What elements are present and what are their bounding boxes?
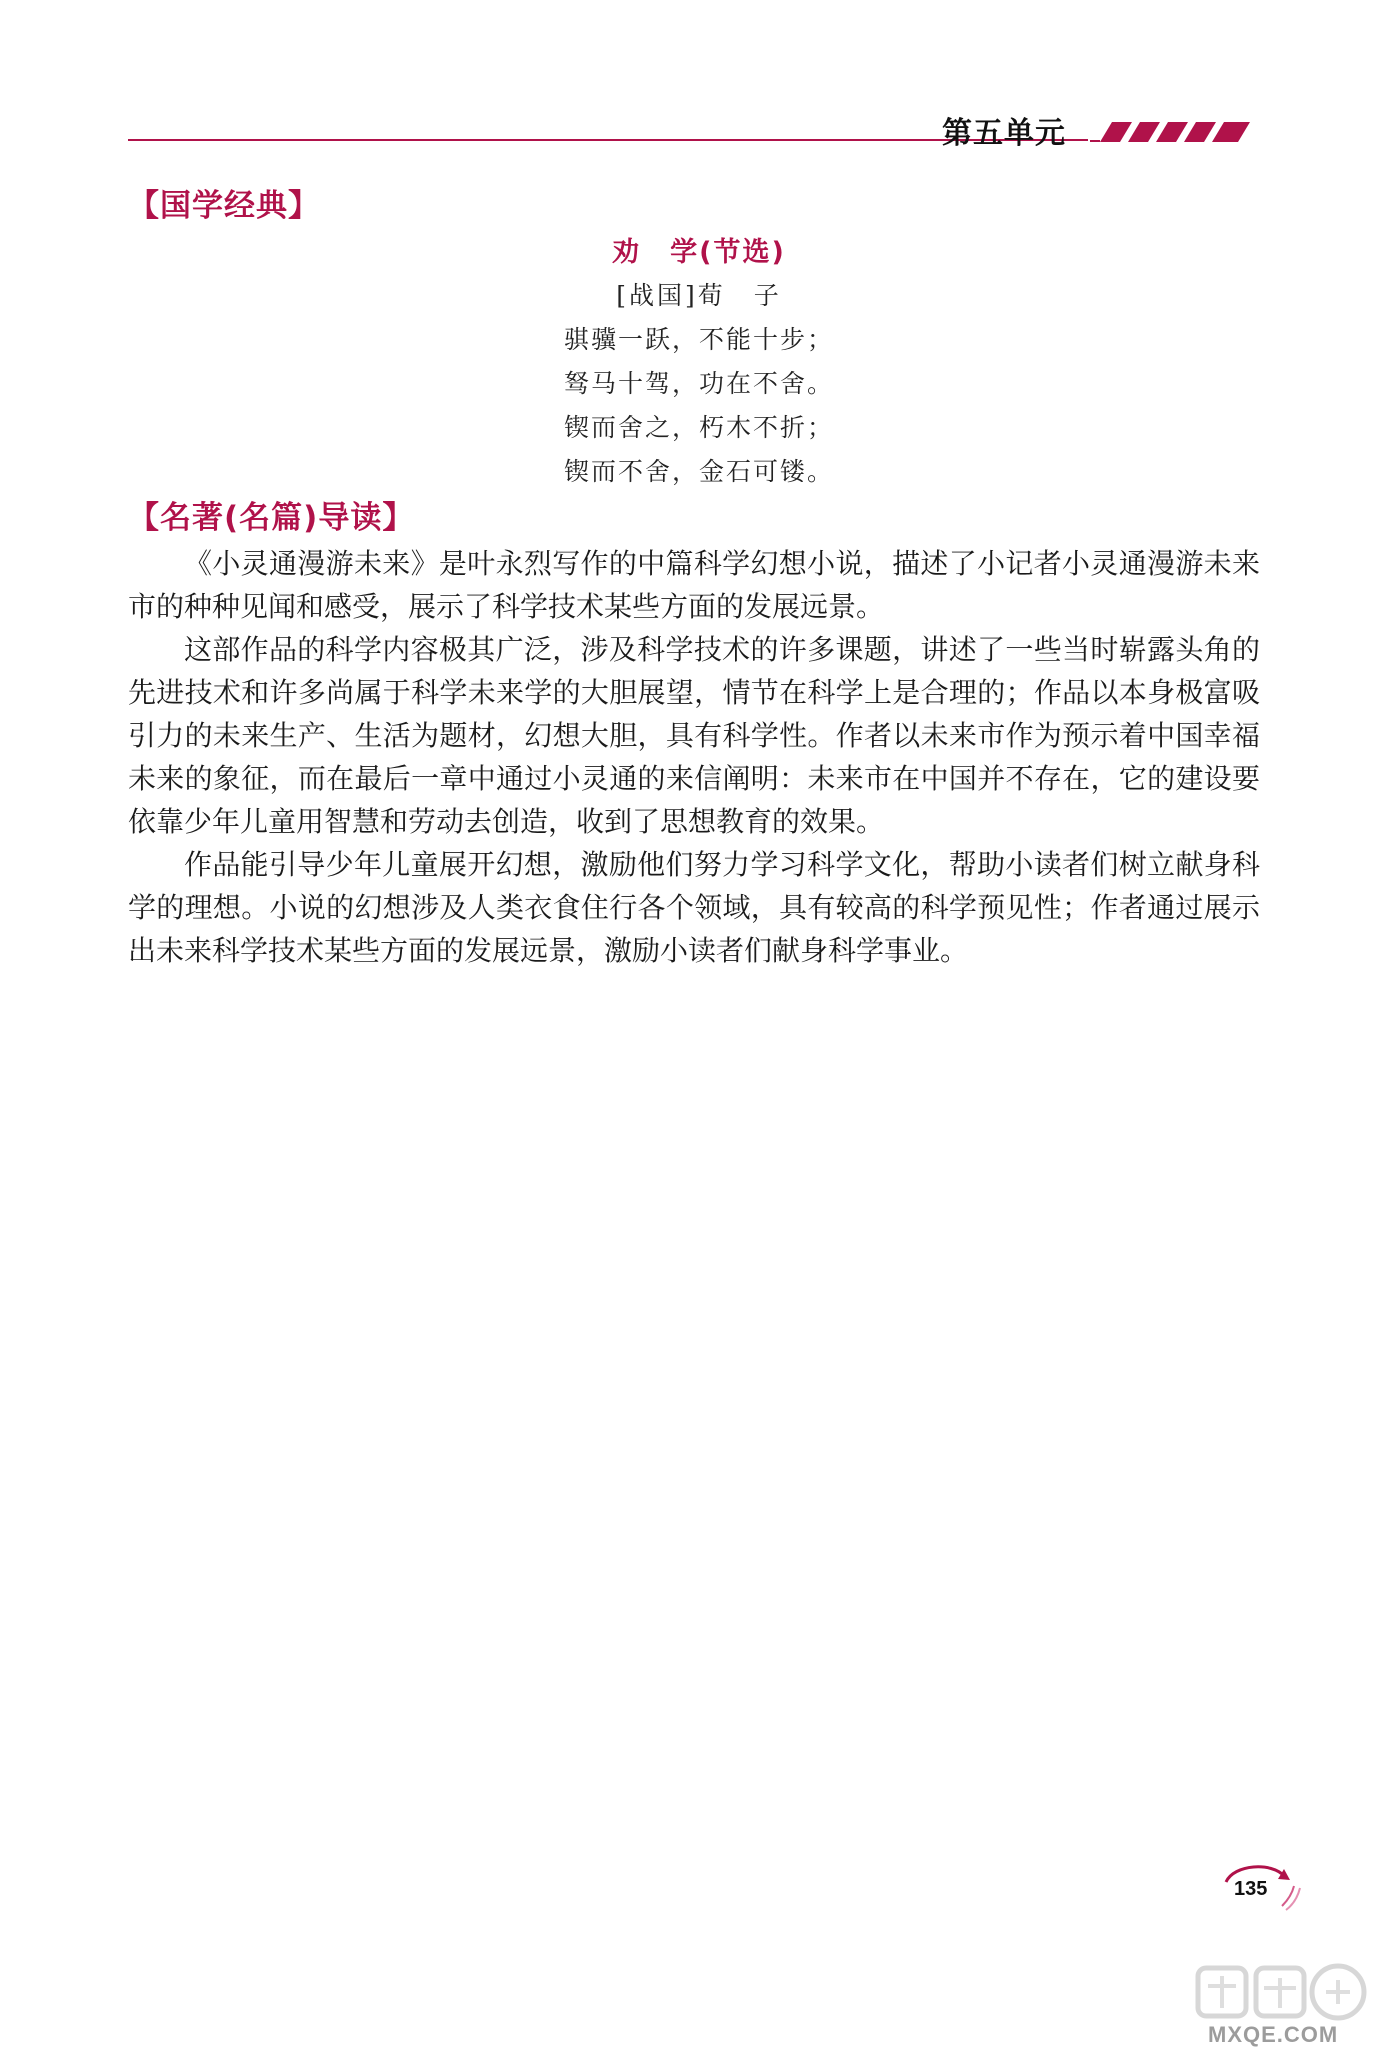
page-number-badge — [1212, 1860, 1302, 1920]
poem-line: 骐骥一跃，不能十步； — [563, 325, 834, 354]
reading-guide-body — [128, 542, 1260, 972]
section-heading-classics: 【国学经典】 — [128, 188, 320, 224]
paragraph: 这部作品的科学内容极其广泛，涉及科学技术的许多课题，讲述了一些当时崭露头角的先进技术和许多尚属于科学未来学的大胆展望，情节在科学上是合理的；作品以本身极富吸引力的未来生产、生活为题材，幻想大胆，具有科学性。作者以未来市作为预示着中国幸福未来的象征，而在最后一章中通过小灵通的来信阐明：未来市在中国并不存在，它的建设要依靠少年儿童用智慧和劳动去创造，收到了思想教育的效果。 — [128, 633, 1260, 838]
watermark-url: MXQE.COM — [1208, 2022, 1339, 2047]
poem-title: 劝 学(节选) — [612, 237, 786, 268]
poem-author: [战国]荀 子 — [616, 281, 782, 310]
section-heading-reading-guide: 【名著(名篇)导读】 — [128, 500, 415, 536]
paragraph: 作品能引导少年儿童展开幻想，激励他们努力学习科学文化，帮助小读者们树立献身科学的理想。小说的幻想涉及人类衣食住行各个领域，具有较高的科学预见性；作者通过展示出未来科学技术某些方面的发展远景，激励小读者们献身科学事业。 — [128, 848, 1260, 967]
page-number: 135 — [1234, 1878, 1268, 1900]
poem-line: 驽马十驾，功在不舍。 — [563, 369, 834, 398]
unit-title: 第五单元 — [942, 116, 1066, 151]
header-stripes-icon — [1090, 122, 1260, 142]
paragraph: 《小灵通漫游未来》是叶永烈写作的中篇科学幻想小说，描述了小记者小灵通漫游未来市的种种见闻和感受，展示了科学技术某些方面的发展远景。 — [128, 547, 1260, 623]
poem-body — [0, 318, 1398, 494]
poem-line: 锲而舍之，朽木不折； — [563, 413, 834, 442]
poem-line: 锲而不舍，金石可镂。 — [563, 457, 834, 486]
